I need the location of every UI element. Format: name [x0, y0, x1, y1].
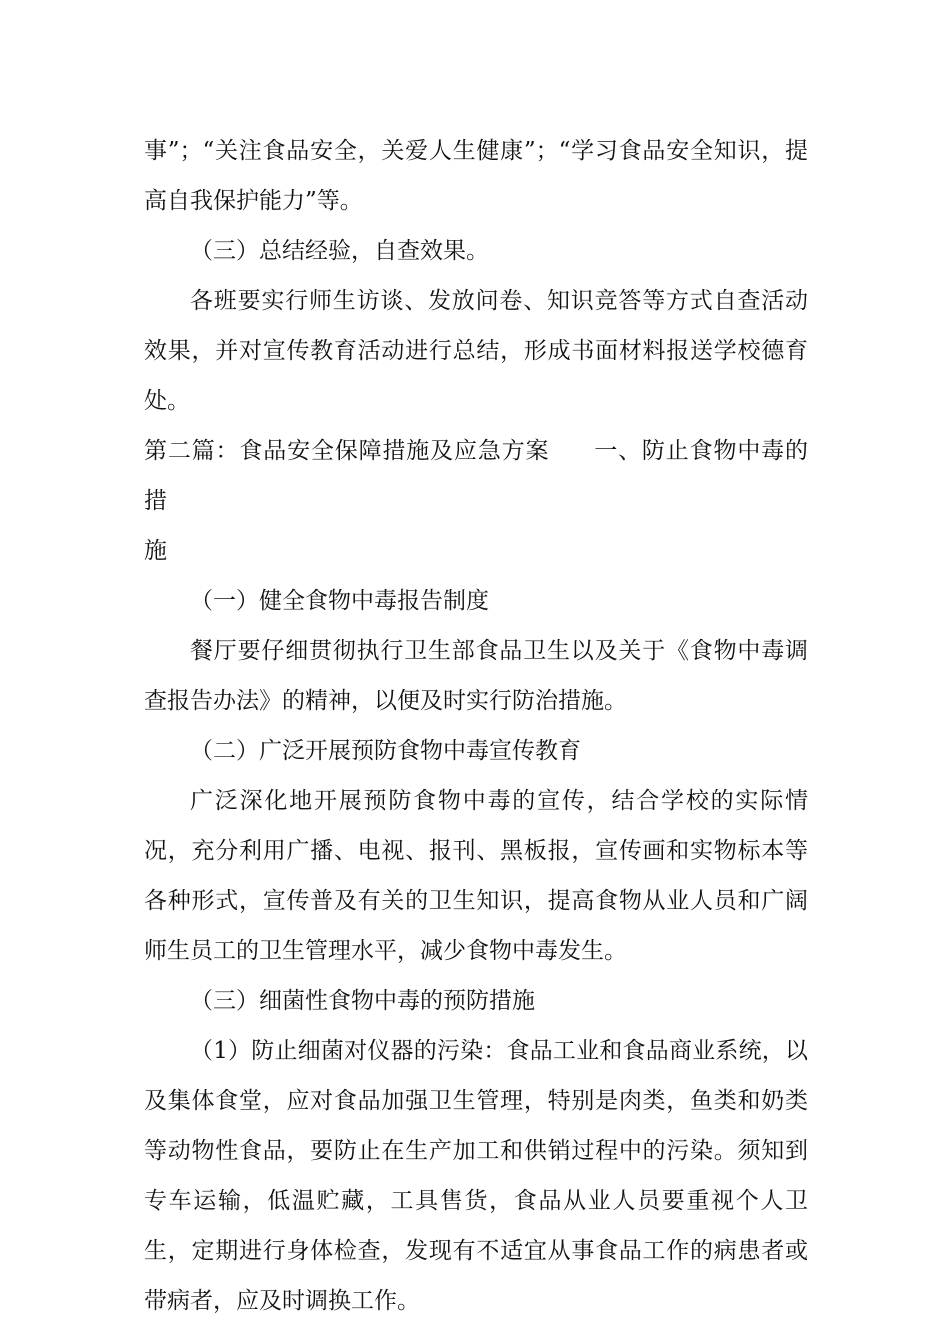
paragraph-self-check: 各班要实行师生访谈、发放问卷、知识竞答等方式自查活动效果，并对宣传教育活动进行总结，形成书面材料报送学校德育处。 — [144, 288, 808, 414]
paragraph-report-system: 餐厅要仔细贯彻执行卫生部食品卫生以及关于《食物中毒调查报告办法》的精神，以便及时实行防治措施。 — [144, 638, 808, 714]
subheading-bacterial-prevention: （三）细菌性食物中毒的预防措施 — [190, 988, 535, 1014]
part-title: 第二篇：食品安全保障措施及应急方案 — [144, 438, 550, 464]
section-title-continued: 施 — [144, 538, 167, 564]
document-body — [144, 126, 808, 1326]
subheading-summary: （三）总结经验，自查效果。 — [190, 238, 489, 264]
part-two-heading — [144, 426, 808, 576]
paragraph-slogans-end: 事”；“关注食品安全，关爱人生健康”；“学习食品安全知识，提高自我保护能力”等。 — [144, 138, 808, 214]
section-title: 一、防止食物中毒的措 — [144, 438, 809, 514]
paragraph-bacterial-prevention: （1）防止细菌对仪器的污染：食品工业和食品商业系统，以及集体食堂，应对食品加强卫生管理，特别是肉类，鱼类和奶类等动物性食品，要防止在生产加工和供销过程中的污染。须知到专车运输，低温贮藏，工具售货，食品从业人员要重视个人卫生，定期进行身体检查，发现有不适宜从事食品工作的病患者或带病者，应及时调换工作。 — [144, 1038, 808, 1314]
subheading-report-system: （一）健全食物中毒报告制度 — [190, 588, 489, 614]
subheading-education: （二）广泛开展预防食物中毒宣传教育 — [190, 738, 581, 764]
paragraph-education: 广泛深化地开展预防食物中毒的宣传，结合学校的实际情况，充分利用广播、电视、报刊、黑板报，宣传画和实物标本等各种形式，宣传普及有关的卫生知识，提高食物从业人员和广阔师生员工的卫生管理水平，减少食物中毒发生。 — [144, 788, 808, 964]
